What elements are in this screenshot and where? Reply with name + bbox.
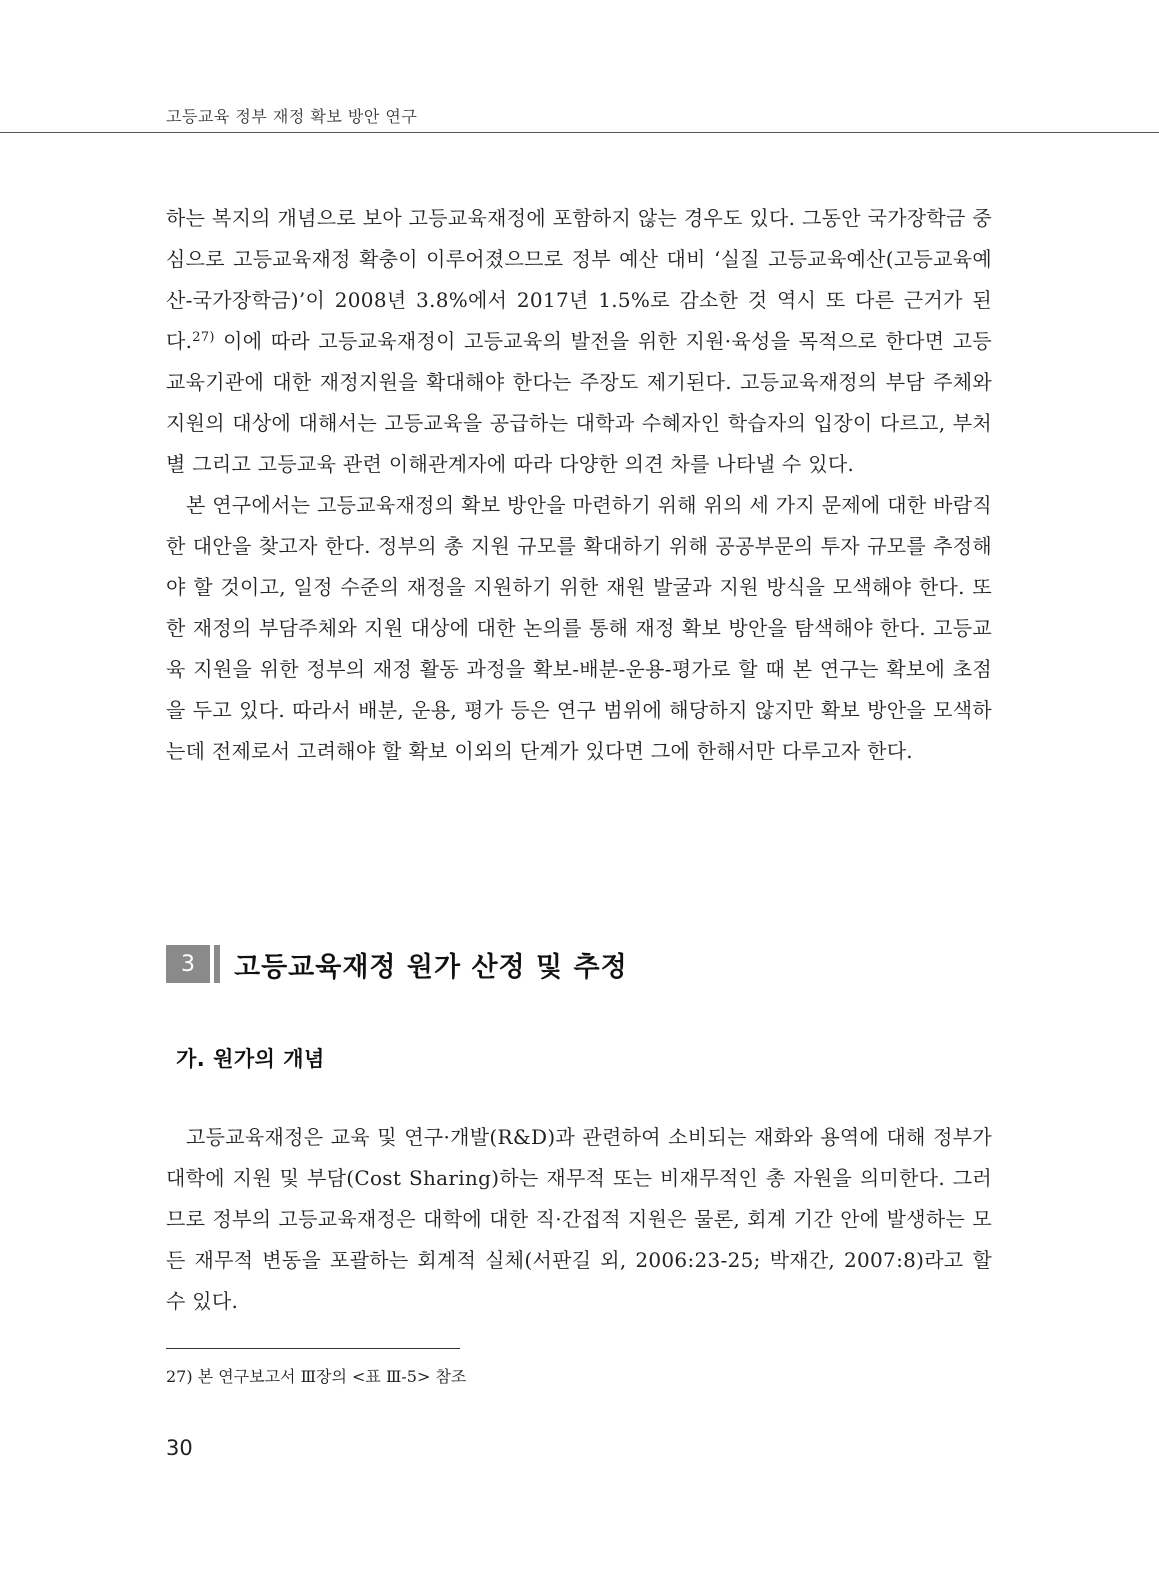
body-text-bottom — [166, 1117, 992, 1322]
section-heading — [166, 945, 628, 983]
body-text-top — [166, 198, 992, 772]
paragraph-1-part-a: 하는 복지의 개념으로 보아 고등교육재정에 포함하지 않는 경우도 있다. 그동안 국가장학금 중심으로 고등교육재정 확충이 이루어졌으므로 정부 예산 대비 ‘실질 고등교육예산(고등교육예산-국가장학금)’이 2008년 3.8%에서 2017년 1.5%로 감소한 것 역시 또 다른 근거가 된다. — [166, 206, 992, 353]
header-rule — [0, 132, 1159, 133]
paragraph-3: 고등교육재정은 교육 및 연구·개발(R&D)과 관련하여 소비되는 재화와 용역에 대해 정부가 대학에 지원 및 부담(Cost Sharing)하는 재무적 또는 비재무적인 총 자원을 의미한다. 그러므로 정부의 고등교육재정은 대학에 대한 직·간접적 지원은 물론, 회계 기간 안에 발생하는 모든 재무적 변동을 포괄하는 회계적 실체(서판길 외, 2006:23-25; 박재간, 2007:8)라고 할 수 있다. — [166, 1125, 992, 1313]
paragraph-2: 본 연구에서는 고등교육재정의 확보 방안을 마련하기 위해 위의 세 가지 문제에 대한 바람직한 대안을 찾고자 한다. 정부의 총 지원 규모를 확대하기 위해 공공부문의 투자 규모를 추정해야 할 것이고, 일정 수준의 재정을 지원하기 위한 재원 발굴과 지원 방식을 모색해야 한다. 또한 재정의 부담주체와 지원 대상에 대한 논의를 통해 재정 확보 방안을 탐색해야 한다. 고등교육 지원을 위한 정부의 재정 활동 과정을 확보-배분-운용-평가로 할 때 본 연구는 확보에 초점을 두고 있다. 따라서 배분, 운용, 평가 등은 연구 범위에 해당하지 않지만 확보 방안을 모색하는데 전제로서 고려해야 할 확보 이외의 단계가 있다면 그에 한해서만 다루고자 한다. — [166, 493, 992, 763]
footnote-rule — [166, 1348, 460, 1349]
section-title: 고등교육재정 원가 산정 및 추정 — [234, 951, 628, 983]
footnote-27: 27) 본 연구보고서 Ⅲ장의 <표 Ⅲ-5> 참조 — [166, 1367, 467, 1386]
footnote-reference[interactable]: 27) — [192, 330, 215, 345]
paragraph-1 — [166, 198, 992, 485]
section-bar-accent — [214, 945, 220, 983]
running-header: 고등교육 정부 재정 확보 방안 연구 — [166, 107, 418, 126]
paragraph-1-part-b: 이에 따라 고등교육재정이 고등교육의 발전을 위한 지원·육성을 목적으로 한다면 고등교육기관에 대한 재정지원을 확대해야 한다는 주장도 제기된다. 고등교육재정의 부담 주체와 지원의 대상에 대해서는 고등교육을 공급하는 대학과 수혜자인 학습자의 입장이 다르고, 부처별 그리고 고등교육 관련 이해관계자에 따라 다양한 의견 차를 나타낼 수 있다. — [166, 329, 992, 476]
page-number: 30 — [166, 1436, 193, 1460]
section-number-badge: 3 — [166, 945, 210, 983]
subsection-title: 가. 원가의 개념 — [176, 1047, 325, 1071]
